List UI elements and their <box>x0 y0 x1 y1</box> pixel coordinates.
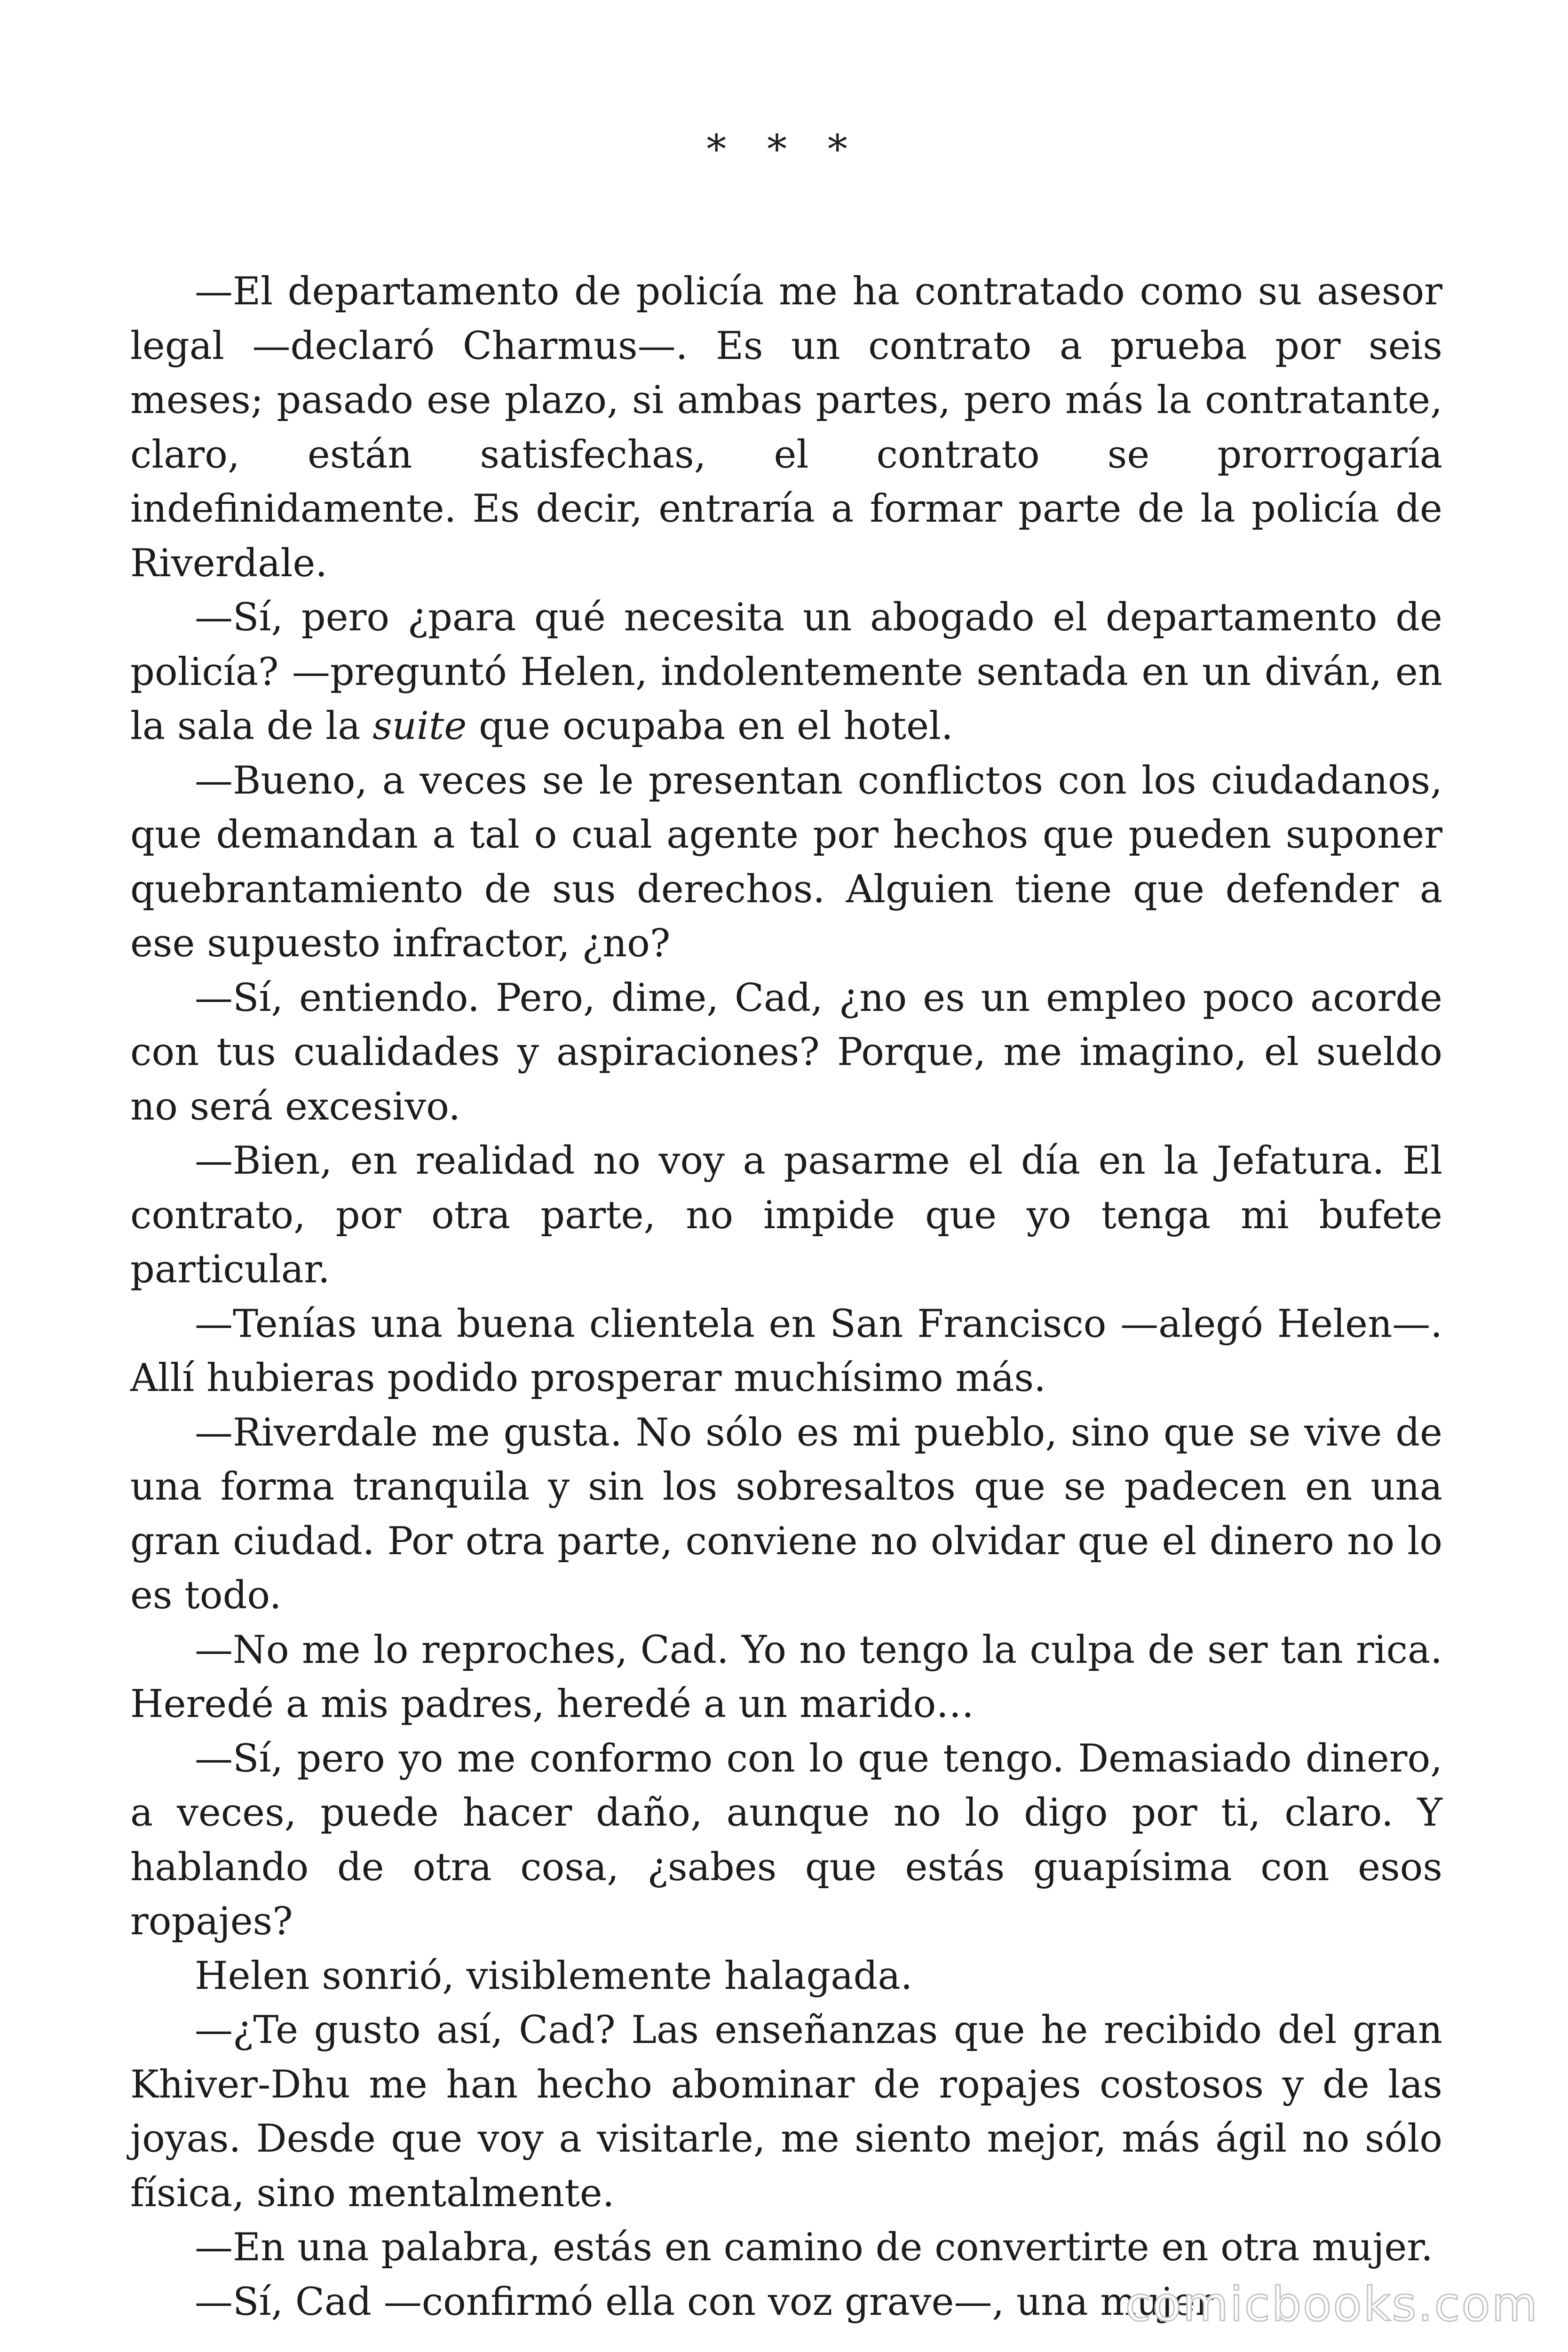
section-separator: * * * <box>706 126 862 172</box>
paragraph: —¿Te gusto así, Cad? Las enseñanzas que he recibido del gran Khiver-Dhu me han hecho abominar de ropajes costosos y de las joyas. Desde que voy a visitarle, me siento mejor, más ágil no sólo física, sino mentalmente. <box>130 2008 1442 2216</box>
paragraph: —Riverdale me gusta. No sólo es mi pueblo, sino que se vive de una forma tranquila y sin los sobresaltos que se padecen en una gran ciudad. Por otra parte, conviene no olvidar que el dinero no lo es todo. <box>130 1410 1442 1618</box>
paragraph: —Tenías una buena clientela en San Francisco —alegó Helen—. Allí hubieras podido prosperar muchísimo más. <box>130 1302 1442 1400</box>
paragraph: —Bueno, a veces se le presentan conflictos con los ciudadanos, que demandan a tal o cual agente por hechos que pueden suponer quebrantamiento de sus derechos. Alguien tiene que defender a ese supuesto infractor, ¿no? <box>130 758 1442 966</box>
paragraph: Helen sonrió, visiblemente halagada. <box>195 1954 913 1998</box>
paragraph <box>130 591 1442 754</box>
paragraph: —No me lo reproches, Cad. Yo no tengo la culpa de ser tan rica. Heredé a mis padres, heredé a un marido… <box>130 1628 1442 1726</box>
paragraph: —Bien, en realidad no voy a pasarme el día en la Jefatura. El contrato, por otra parte, no impide que yo tenga mi bufete particular. <box>130 1139 1442 1292</box>
italic-word: suite <box>372 704 467 748</box>
paragraph: —En una palabra, estás en camino de convertirte en otra mujer. <box>195 2225 1433 2270</box>
body-text <box>130 265 1442 2329</box>
watermark: comicbooks.com <box>1125 2277 1539 2332</box>
paragraph: —Sí, Cad —confirmó ella con voz grave—, una mujer <box>195 2280 1214 2324</box>
paragraph: —El departamento de policía me ha contratado como su asesor legal —declaró Charmus—. Es un contrato a prueba por seis meses; pasado ese plazo, si ambas partes, pero más la contratante, claro, están satisfechas, el contrato se prorrogaría indefinidamente. Es decir, entraría a formar parte de la policía de Riverdale. <box>130 270 1442 586</box>
paragraph-text: —Sí, pero ¿para qué necesita un abogado el departamento de policía? —preguntó Helen, indolentemente sentada en un diván, en la sala de la <box>130 596 1442 748</box>
paragraph: —Sí, entiendo. Pero, dime, Cad, ¿no es un empleo poco acorde con tus cualidades y aspiraciones? Porque, me imagino, el sueldo no será excesivo. <box>130 976 1442 1129</box>
paragraph-text: que ocupaba en el hotel. <box>467 704 953 748</box>
paragraph: —Sí, pero yo me conformo con lo que tengo. Demasiado dinero, a veces, puede hacer daño, aunque no lo digo por ti, claro. Y hablando de otra cosa, ¿sabes que estás guapísima con esos ropajes? <box>130 1736 1442 1944</box>
